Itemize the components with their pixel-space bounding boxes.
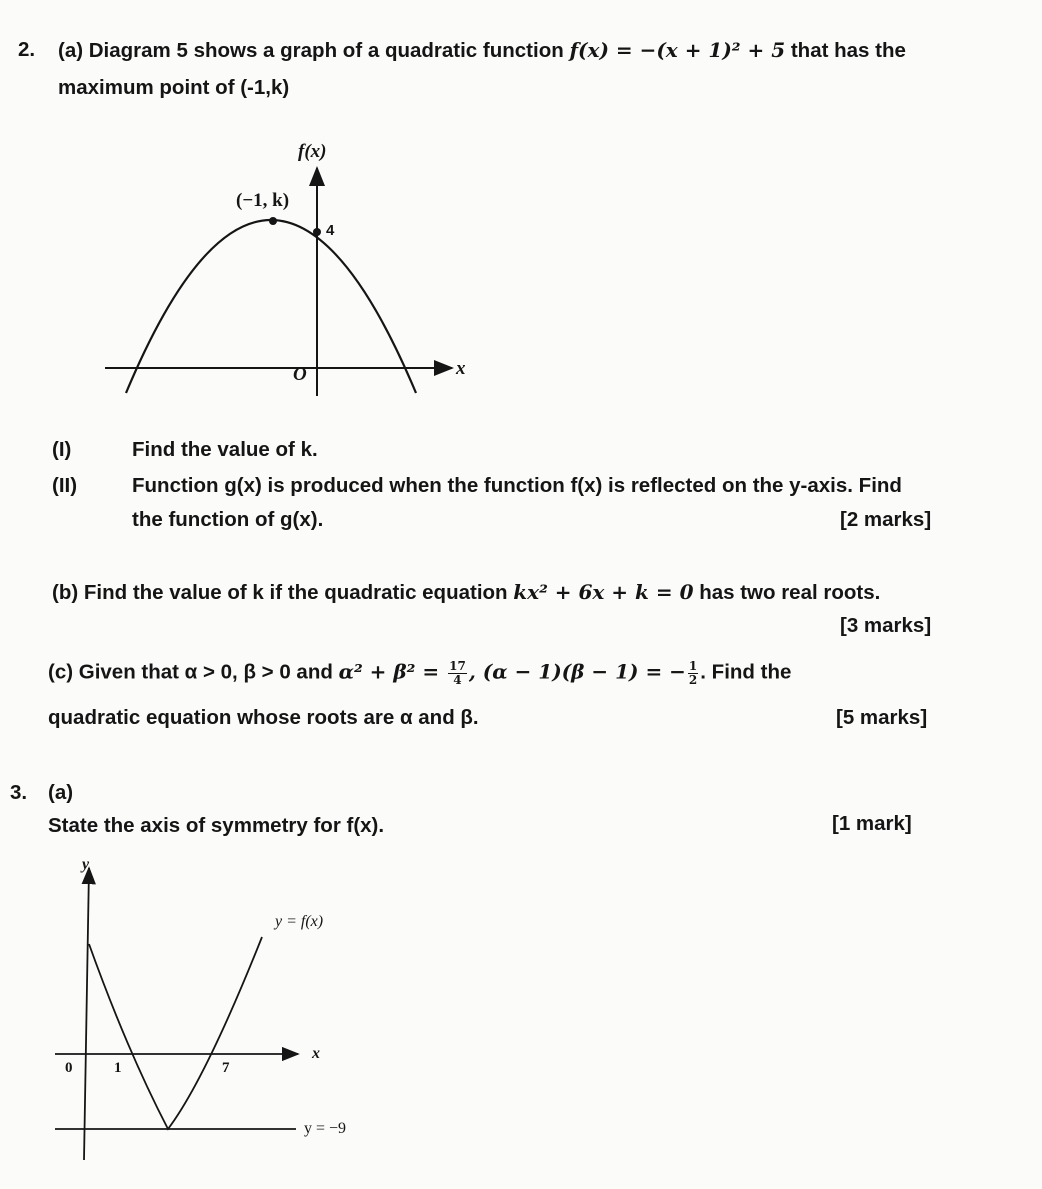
fraction-denominator: 2 [688, 672, 698, 687]
fraction-denominator: 4 [453, 672, 462, 687]
q3-root1-label: 1 [114, 1060, 122, 1076]
q2c-fraction-1-2 [688, 660, 698, 686]
q2c-eq1: α² + β² = [338, 659, 447, 684]
q2-part-a-marks: [2 marks] [840, 508, 932, 531]
q2b-suffix: has two real roots. [693, 581, 881, 604]
q2c-suffix: . Find the [700, 660, 792, 684]
question-3-number: 3. [10, 781, 28, 804]
fraction-numerator: 17 [449, 659, 466, 673]
q3-part-label: (a) [48, 781, 74, 804]
q2-part-c-marks: [5 marks] [836, 706, 928, 729]
max-point-marker [269, 217, 277, 225]
q3-parabola [89, 937, 262, 1129]
q3-y-axis-label: y [82, 856, 90, 873]
q2-part-ii-text-line1: Function g(x) is produced when the function f(x) is reflected on the y-axis. Find [132, 474, 902, 497]
diagram5-origin-label: O [293, 364, 307, 385]
q2a-function: f(x) = −(x + 1)² + 5 [569, 38, 786, 62]
diagram5-y-axis-label: f(x) [298, 141, 327, 162]
q3-origin-label: 0 [65, 1060, 73, 1076]
q2-part-ii-text-line2: the function of g(x). [132, 508, 324, 531]
q3-marks: [1 mark] [832, 812, 912, 835]
diagram5-max-point-label: (−1, k) [236, 190, 290, 211]
q3-x-axis-label: x [312, 1045, 320, 1062]
diagram5-y-intercept-label: 4 [326, 222, 335, 239]
q3-min-line-label: y = −9 [304, 1120, 347, 1137]
fraction-numerator: 1 [688, 659, 698, 673]
q2b-prefix: (b) Find the value of k if the quadratic equation [52, 581, 514, 604]
q2-part-i-label: (I) [52, 438, 72, 461]
q2a-intro-line2: maximum point of (-1,k) [58, 76, 290, 99]
q3-curve-label: y = f(x) [275, 913, 324, 930]
q3-root2-label: 7 [222, 1060, 230, 1076]
q2-part-i-text: Find the value of k. [132, 438, 318, 461]
q2c-eq2: , (α − 1)(β − 1) = − [468, 659, 686, 684]
q3-y-axis [84, 868, 89, 1160]
q2-part-c [48, 660, 791, 686]
q2-part-b-marks: [3 marks] [840, 614, 932, 637]
q2-part-ii-label: (II) [52, 474, 78, 497]
q2b-equation: kx² + 6x + k = 0 [513, 580, 694, 604]
q2c-prefix: (c) Given that α > 0, β > 0 and [48, 660, 339, 684]
q2-part-b [52, 582, 880, 604]
diagram5-x-axis-label: x [456, 358, 466, 379]
y-intercept-marker [313, 228, 321, 236]
q2c-fraction-17-4 [448, 660, 467, 686]
q3-text: State the axis of symmetry for f(x). [48, 814, 385, 837]
question-2-number: 2. [18, 38, 36, 61]
q2c-line2: quadratic equation whose roots are α and β. [48, 706, 479, 729]
q2a-intro-prefix: (a) Diagram 5 shows a graph of a quadratic function [58, 39, 570, 62]
q2a-intro-suffix: that has the [785, 39, 906, 62]
